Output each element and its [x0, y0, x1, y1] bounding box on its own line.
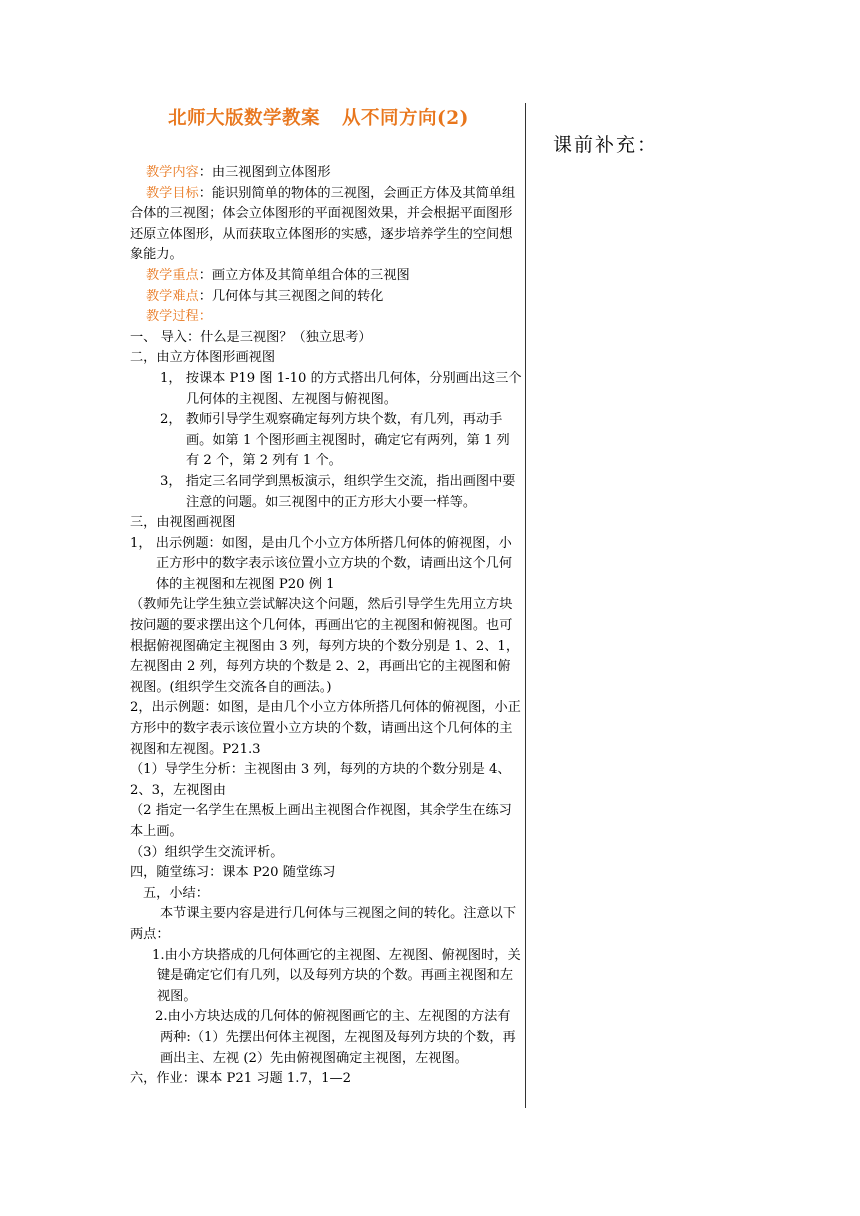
section-3-item-1-note: （教师先让学生独立尝试解决这个问题，然后引导学生先用立方块按问题的要求摆出这个几何体，再画出它的主视图和俯视图。也可根据俯视图确定主视图由 3 列，每列方块的个数分别是 1、2、1，左视图由 2 列，每列方块的个数是 2、2，再画出它的主视图和俯视图。(组织学生交流各自的画法。) — [130, 597, 520, 695]
goal-line — [130, 184, 522, 266]
goal-label: 教学目标 — [146, 185, 199, 201]
section-5-text: 本节课主要内容是进行几何体与三视图之间的转化。注意以下两点： — [130, 906, 517, 942]
section-3-item-1: 1， 出示例题：如图，是由几个小立方体所搭几何体的俯视图，小正方形中的数字表示该位置小立方块的个数，请画出这个几何体的主视图和左视图 P20 例 1 — [130, 535, 513, 592]
section-5-point-2: 2.由小方块达成的几何体的俯视图画它的主、左视图的方法有两种:（1）先摆出何体主视图，左视图及每列方块的个数，再画出主、左视 (2）先由俯视图确定主视图，左视图。 — [155, 1009, 516, 1066]
lesson-body — [130, 163, 522, 1090]
key-label: 教学重点 — [146, 267, 199, 283]
key-text: ：画立方体及其简单组合体的三视图 — [198, 267, 410, 283]
section-2: 二，由立方体图形画视图 — [130, 350, 276, 366]
section-2-item-1: 1， 按课本 P19 图 1-10 的方式搭出几何体，分别画出这三个几何体的主视图、左视图与俯视图。 — [160, 370, 522, 407]
difficulty-label: 教学难点 — [146, 288, 199, 304]
document-title — [168, 104, 528, 130]
process-label: 教学过程 — [146, 309, 199, 325]
section-3-item-2-c: （3）组织学生交流评析。 — [130, 844, 284, 860]
content-line — [130, 163, 522, 184]
title-topic: 从不同方向(2) — [342, 108, 469, 129]
process-colon: ： — [198, 309, 212, 325]
section-3-item-2-a: （1）导学生分析：主视图由 3 列，每列的方块的个数分别是 4、2、3，左视图由 — [130, 762, 511, 798]
section-3-item-2: 2，出示例题：如图，是由几个小立方体所搭几何体的俯视图，小正方形中的数字表示该位置小立方块的个数，请画出这个几何体的主视图和左视图。P21.3 — [130, 700, 521, 757]
section-3: 三，由视图画视图 — [130, 515, 236, 531]
content-label: 教学内容 — [146, 165, 199, 180]
side-note-heading: 课前补充： — [553, 134, 659, 156]
section-4: 四，随堂练习：课本 P20 随堂练习 — [130, 865, 336, 881]
section-2-item-3: 3， 指定三名同学到黑板演示，组织学生交流，指出画图中要注意的问题。如三视图中的正方形大小要一样等。 — [160, 473, 516, 510]
title-main: 北师大版数学教案 — [168, 108, 321, 129]
column-divider — [525, 103, 526, 1108]
section-1: 一、 导入：什么是三视图？（独立思考） — [130, 329, 372, 345]
process-line — [130, 307, 522, 328]
key-line — [130, 266, 522, 287]
goal-text: ：能识别简单的物体的三视图，会画正方体及其简单组合体的三视图；体会立体图形的平面视图效果，并会根据平面图形还原立体图形，从而获取立体图形的实感，逐步培养学生的空间想象能力。 — [130, 185, 516, 263]
section-5: 五，小结： — [143, 885, 209, 901]
content-text: ：由三视图到立体图形 — [198, 165, 331, 180]
difficulty-text: ：几何体与其三视图之间的转化 — [198, 288, 384, 304]
section-5-point-1: 1.由小方块搭成的几何体画它的主视图、左视图、俯视图时，关键是确定它们有几列，以及每列方块的个数。再画主视图和左视图。 — [152, 947, 521, 1004]
section-6: 六，作业：课本 P21 习题 1.7，1—2 — [130, 1071, 352, 1087]
section-3-item-2-b: （2 指定一名学生在黑板上画出主视图合作视图，其余学生在练习本上画。 — [130, 803, 512, 839]
difficulty-line — [130, 287, 522, 308]
section-2-item-2: 2， 教师引导学生观察确定每列方块个数，有几列，再动手画。如第 1 个图形画主视图时，确定它有两列，第 1 列有 2 个，第 2 列有 1 个。 — [160, 412, 510, 469]
